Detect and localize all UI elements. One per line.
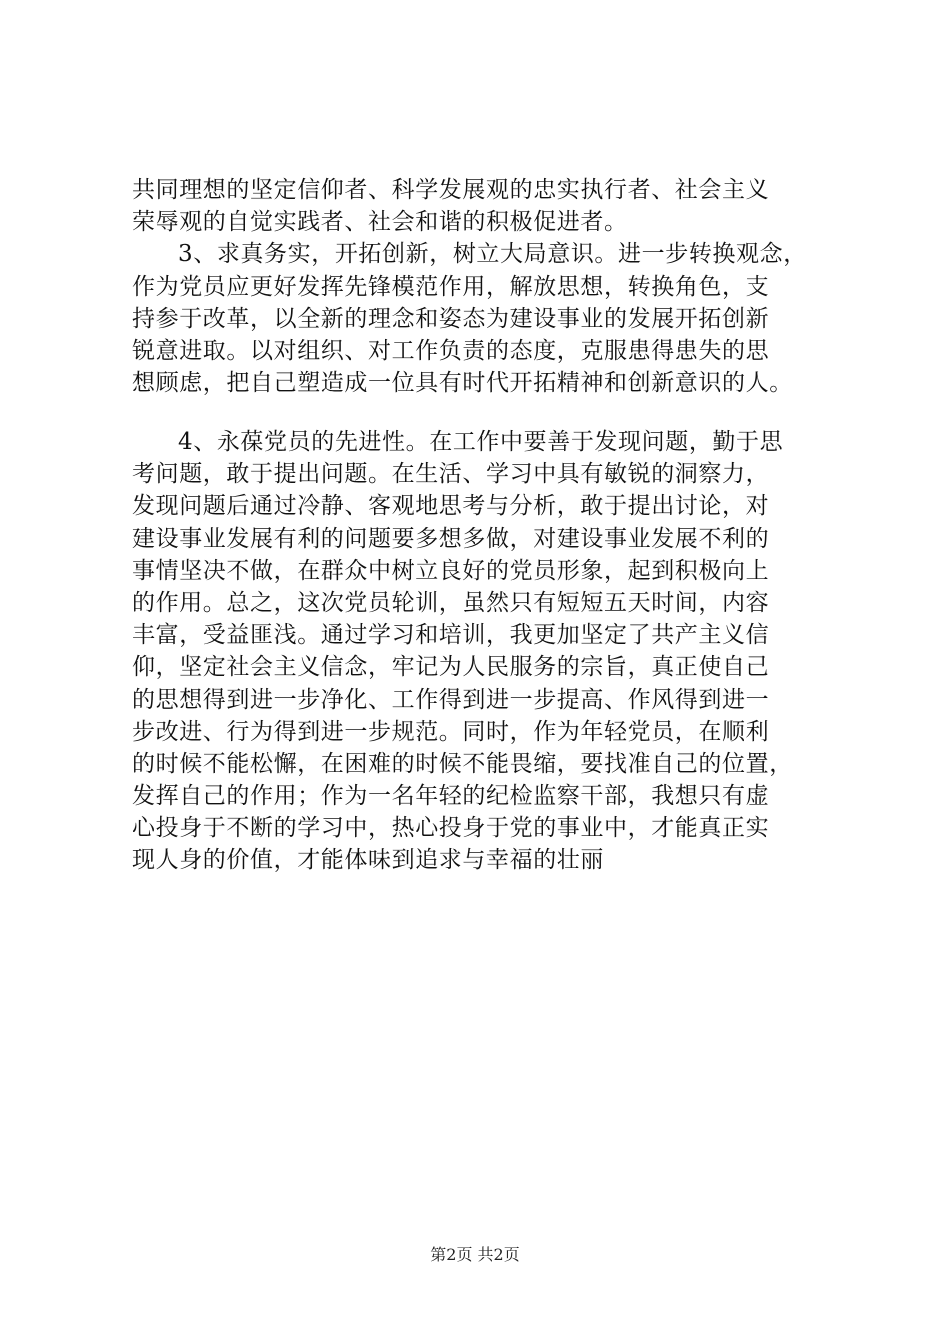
text-line: 发现问题后通过冷静、客观地思考与分析，敢于提出讨论，对 [132, 493, 770, 520]
text-line: 丰富，受益匪浅。通过学习和培训，我更加坚定了共产主义信 [132, 622, 770, 649]
text-line: 的作用。总之，这次党员轮训，虽然只有短短五天时间，内容 [132, 589, 770, 616]
text-line: 持参于改革，以全新的理念和姿态为建设事业的发展开拓创新 [132, 305, 770, 332]
paragraph-group-1 [132, 174, 832, 399]
text-line: 仰，坚定社会主义信念，牢记为人民服务的宗旨，真正使自己 [132, 654, 770, 681]
text-line: 的时候不能松懈，在困难的时候不能畏缩，要找准自己的位置， [132, 750, 793, 777]
text-line: 4、永葆党员的先进性。在工作中要善于发现问题，勤于思 [178, 429, 784, 455]
text-line: 事情坚决不做，在群众中树立良好的党员形象，起到积极向上 [132, 557, 770, 584]
text-line: 建设事业发展有利的问题要多想多做，对建设事业发展不利的 [132, 525, 770, 552]
text-line: 作为党员应更好发挥先锋模范作用，解放思想，转换角色，支 [132, 273, 770, 300]
text-line: 考问题，敢于提出问题。在生活、学习中具有敏锐的洞察力， [132, 461, 770, 488]
text-line: 3、求真务实，开拓创新，树立大局意识。进一步转换观念， [178, 241, 807, 268]
text-line: 发挥自己的作用；作为一名年轻的纪检监察干部，我想只有虚 [132, 783, 770, 810]
text-line: 共同理想的坚定信仰者、科学发展观的忠实执行者、社会主义 [132, 177, 770, 203]
text-line: 的思想得到进一步净化、工作得到进一步提高、作风得到进一 [132, 686, 770, 713]
page-number-footer: 第2页 共2页 [430, 1245, 520, 1264]
text-line: 荣辱观的自觉实践者、社会和谐的积极促进者。 [132, 209, 628, 236]
text-line: 心投身于不断的学习中，热心投身于党的事业中，才能真正实 [132, 815, 770, 842]
text-line: 锐意进取。以对组织、对工作负责的态度，克服患得患失的思 [132, 337, 770, 364]
text-line: 步改进、行为得到进一步规范。同时，作为年轻党员，在顺利 [132, 718, 770, 745]
text-line: 现人身的价值，才能体味到追求与幸福的壮丽 [132, 847, 604, 874]
paragraph-group-2 [132, 426, 832, 877]
text-line: 想顾虑，把自己塑造成一位具有时代开拓精神和创新意识的人。 [132, 370, 793, 397]
